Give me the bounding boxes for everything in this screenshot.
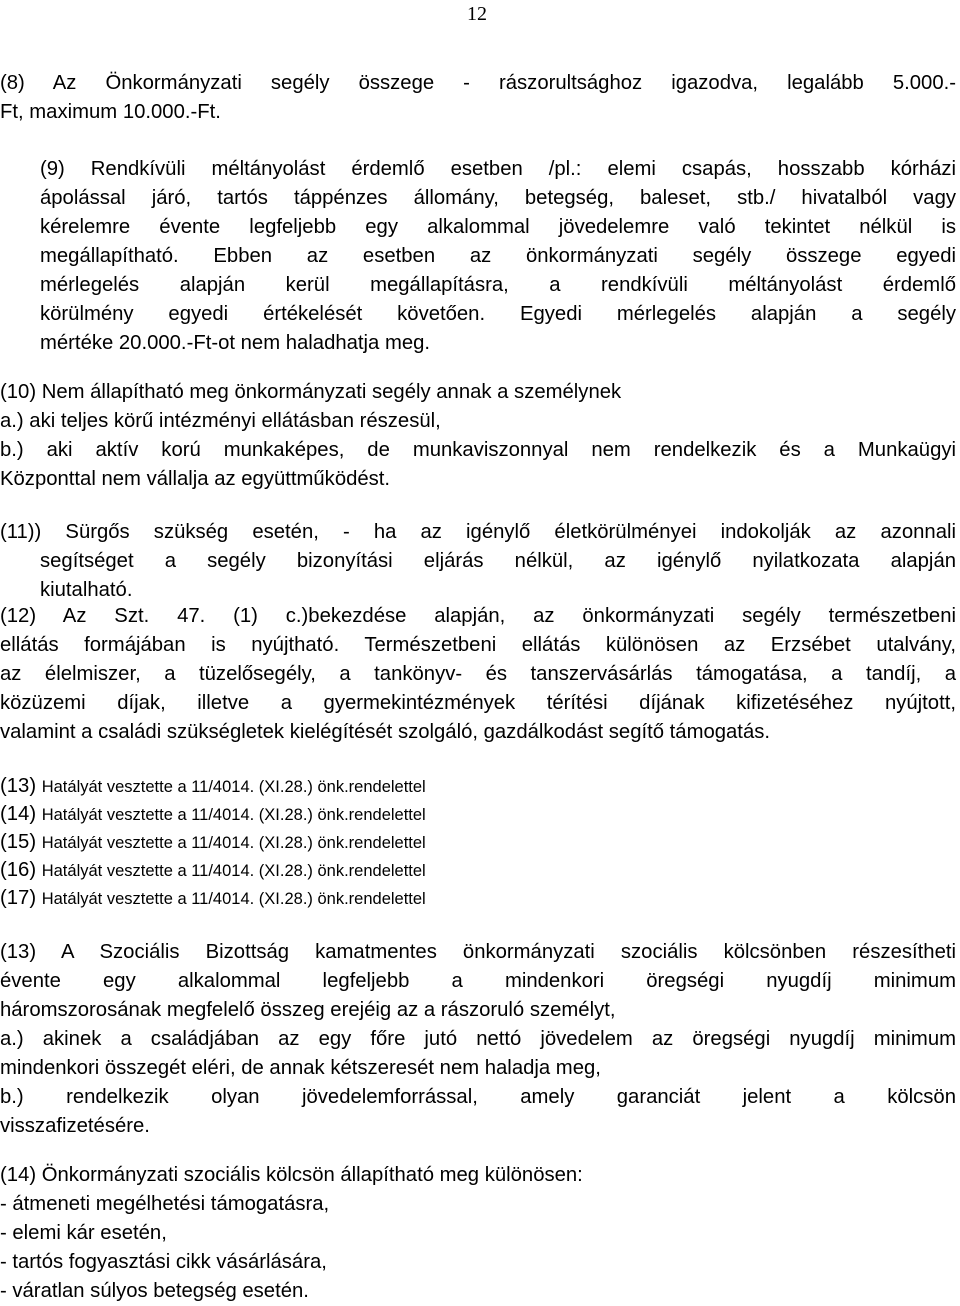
paragraph-line: az élelmiszer, a tüzelősegély, a tankönyv- és tanszervásárlás támogatása, a tandíj, a <box>0 663 956 685</box>
paragraph-line: b.) rendelkezik olyan jövedelemforrással, amely garanciát jelent a kölcsön <box>0 1086 956 1108</box>
repealed-number: (15) <box>0 831 37 853</box>
list-item: - átmeneti megélhetési támogatásra, <box>0 1193 330 1215</box>
paragraph-line: körülmény egyedi értékelését követően. Egyedi mérlegelés alapján a segély <box>40 303 956 325</box>
paragraph-12 <box>0 602 956 747</box>
paragraph-line: (10) Nem állapítható meg önkormányzati segély annak a személynek <box>0 381 622 403</box>
repealed-text: Hatályát vesztette a 11/4014. (XI.28.) önk.rendelettel <box>41 778 426 796</box>
paragraph-line: kérelemre évente legfeljebb egy alkalommal jövedelemre való tekintet nélkül is <box>40 216 956 238</box>
repealed-number: (14) <box>0 803 37 825</box>
paragraph-line: ápolással járó, tartós táppénzes állomány, betegség, baleset, stb./ hivatalból vagy <box>40 187 956 209</box>
paragraph-line: visszafizetésére. <box>0 1115 150 1137</box>
repealed-number: (13) <box>0 775 37 797</box>
repealed-item <box>0 856 956 884</box>
repealed-text: Hatályát vesztette a 11/4014. (XI.28.) önk.rendelettel <box>41 862 426 880</box>
paragraph-line: a.) akinek a családjában az egy főre jutó nettó jövedelem az öregségi nyugdíj minimum <box>0 1028 956 1050</box>
paragraph-line: b.) aki aktív korú munkaképes, de munkaviszonnyal nem rendelkezik és a Munkaügyi <box>0 439 956 461</box>
list-item: - elemi kár esetén, <box>0 1222 167 1244</box>
repealed-number: (17) <box>0 887 37 909</box>
paragraph-line: évente egy alkalommal legfeljebb a mindenkori öregségi nyugdíj minimum <box>0 970 956 992</box>
repealed-item <box>0 800 956 828</box>
repealed-text: Hatályát vesztette a 11/4014. (XI.28.) önk.rendelettel <box>41 834 426 852</box>
repealed-item <box>0 884 956 912</box>
list-item: - tartós fogyasztási cikk vásárlására, <box>0 1251 327 1273</box>
paragraph-line: Központtal nem vállalja az együttműködést. <box>0 468 391 490</box>
paragraph-11 <box>0 518 956 605</box>
repealed-number: (16) <box>0 859 37 881</box>
paragraph-line: mindenkori összegét eléri, de annak kétszeresét nem haladja meg, <box>0 1057 601 1079</box>
paragraph-9 <box>0 155 956 358</box>
paragraph-line: ellátás formájában is nyújtható. Természetbeni ellátás különösen az Erzsébet utalvány, <box>0 634 956 656</box>
paragraph-line: (9) Rendkívüli méltányolást érdemlő esetben /pl.: elemi csapás, hosszabb kórházi <box>40 158 956 180</box>
paragraph-line: mérlegelés alapján kerül megállapításra, a rendkívüli méltányolást érdemlő <box>40 274 956 296</box>
list-item: - váratlan súlyos betegség esetén. <box>0 1280 309 1302</box>
paragraph-line: közüzemi díjak, illetve a gyermekintézmények térítési díjának kifizetéséhez nyújtott, <box>0 692 956 714</box>
paragraph-14-loan-cases <box>0 1161 956 1306</box>
paragraph-line: (13) A Szociális Bizottság kamatmentes önkormányzati szociális kölcsönben részesítheti <box>0 941 956 963</box>
paragraph-line: (12) Az Szt. 47. (1) c.)bekezdése alapján, az önkormányzati segély természetbeni <box>0 605 956 627</box>
paragraph-8 <box>0 69 956 127</box>
paragraph-line: (11)) Sürgős szükség esetén, - ha az igénylő életkörülményei indokolják az azonnali <box>0 521 956 543</box>
paragraph-line: megállapítható. Ebben az esetben az önkormányzati segély összege egyedi <box>40 245 956 267</box>
paragraph-line: háromszorosának megfelelő összeg erejéig az a rászoruló személyt, <box>0 999 616 1021</box>
paragraph-line: valamint a családi szükségletek kielégítését szolgáló, gazdálkodást segítő támogatás. <box>0 721 770 743</box>
paragraph-line: kiutalható. <box>40 579 133 601</box>
paragraph-line: (8) Az Önkormányzati segély összege - rászorultsághoz igazodva, legalább 5.000.- <box>0 72 956 94</box>
paragraph-line: Ft, maximum 10.000.-Ft. <box>0 101 221 123</box>
page-number: 12 <box>467 3 487 25</box>
repealed-item <box>0 772 956 800</box>
paragraph-10 <box>0 378 956 494</box>
paragraph-13-loan <box>0 938 956 1141</box>
paragraph-line: a.) aki teljes körű intézményi ellátásban részesül, <box>0 410 441 432</box>
paragraph-line: (14) Önkormányzati szociális kölcsön állapítható meg különösen: <box>0 1164 583 1186</box>
paragraph-line: segítséget a segély bizonyítási eljárás nélkül, az igénylő nyilatkozata alapján <box>40 550 956 572</box>
repealed-text: Hatályát vesztette a 11/4014. (XI.28.) önk.rendelettel <box>41 890 426 908</box>
repealed-item <box>0 828 956 856</box>
repealed-text: Hatályát vesztette a 11/4014. (XI.28.) önk.rendelettel <box>41 806 426 824</box>
paragraph-line: mértéke 20.000.-Ft-ot nem haladhatja meg. <box>40 332 431 354</box>
repealed-list <box>0 772 956 912</box>
